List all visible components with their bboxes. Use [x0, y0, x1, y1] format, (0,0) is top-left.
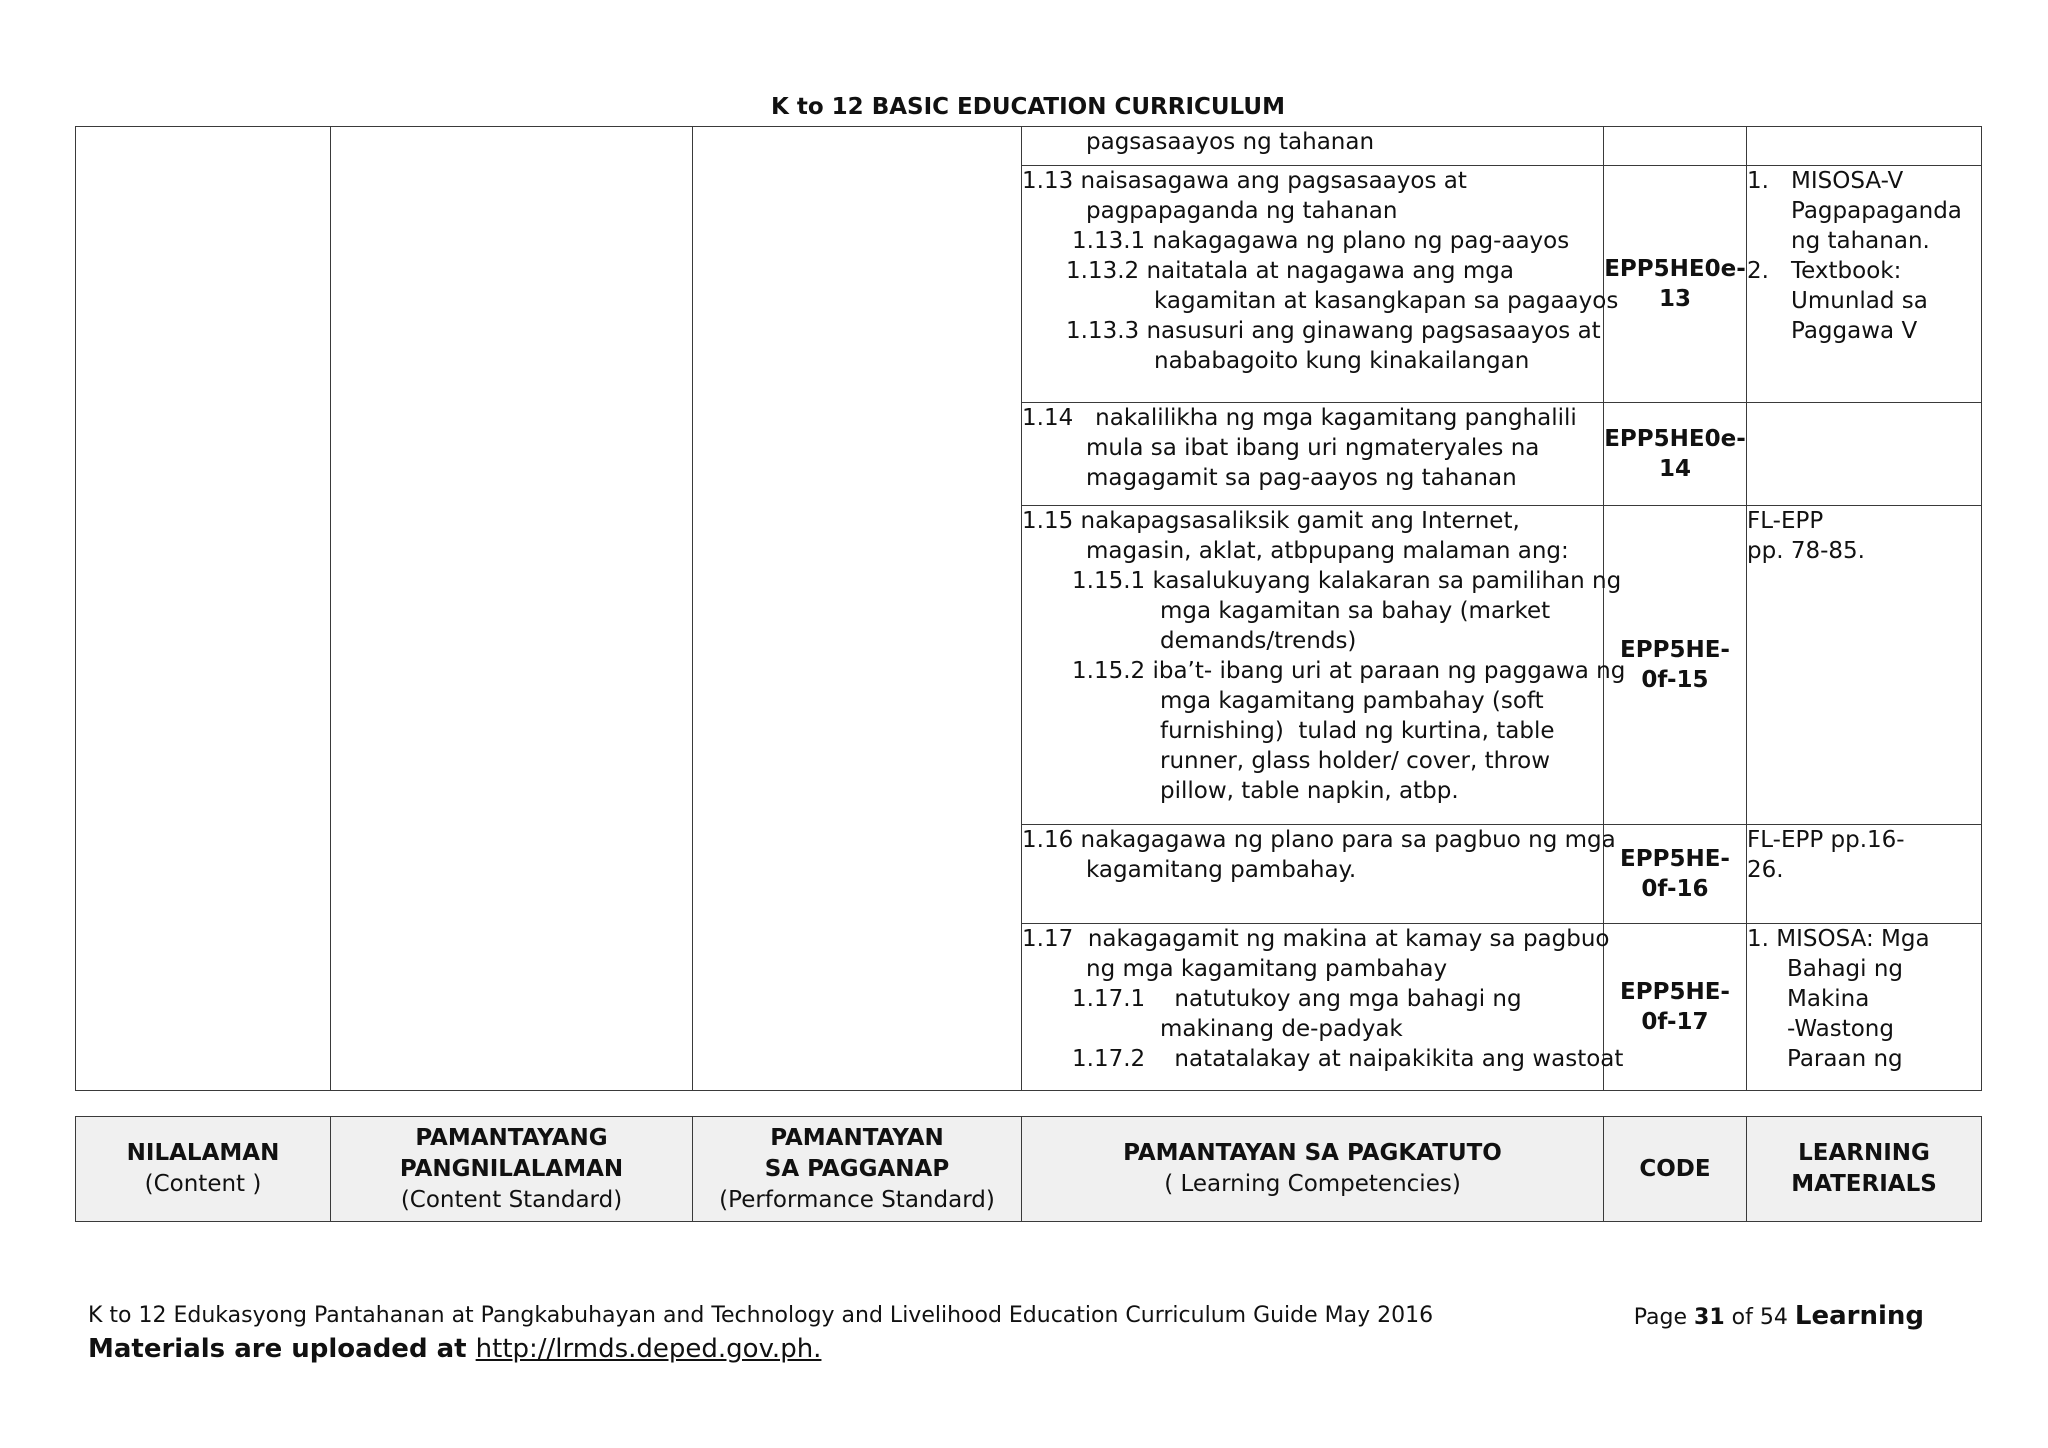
- material-line: Paraan ng: [1787, 1046, 1903, 1072]
- material-line: Paggawa V: [1791, 318, 1918, 344]
- content-cell: [76, 127, 331, 1091]
- competency-line: pagsasaayos ng tahanan: [1086, 129, 1375, 155]
- competency-line: 1.15.1 kasalukuyang kalakaran sa pamilihan ng: [1072, 568, 1622, 594]
- page-prefix: Page: [1633, 1305, 1688, 1330]
- competency-line: pagpapaganda ng tahanan: [1086, 198, 1398, 224]
- material-line: Umunlad sa: [1791, 288, 1928, 314]
- code-cell: EPP5HE-0f-15: [1604, 506, 1747, 825]
- competency-cell: [1022, 127, 1604, 166]
- competency-line: mga kagamitang pambahay (soft: [1160, 688, 1544, 714]
- competency-cell: [1022, 403, 1604, 506]
- competency-line: 1.13.1 nakagagawa ng plano ng pag-aayos: [1072, 228, 1570, 254]
- upload-text: Materials are uploaded at: [88, 1334, 467, 1364]
- competency-line: 1.16 nakagagawa ng plano para sa pagbuo ng mga: [1022, 827, 1616, 853]
- footer-guide-text: K to 12 Edukasyong Pantahanan at Pangkabuhayan and Technology and Livelihood Education Curriculum Guide May 2016: [88, 1303, 1434, 1328]
- competency-line: 1.13 naisasagawa ang pagsasaayos at: [1022, 168, 1467, 194]
- material-line: FL-EPP pp.16-: [1747, 827, 1905, 853]
- competency-line: 1.15 nakapagsasaliksik gamit ang Internet,: [1022, 508, 1520, 534]
- competency-line: 1.13.3 nasusuri ang ginawang pagsasaayos at: [1066, 318, 1601, 344]
- material-number: 1.: [1747, 168, 1769, 194]
- materials-cell: [1747, 506, 1982, 825]
- page-total: of 54: [1731, 1305, 1788, 1330]
- competency-line: demands/trends): [1160, 628, 1357, 654]
- header-label: PAMANTAYAN SA PAGKATUTO: [1123, 1140, 1502, 1166]
- competency-line: magagamit sa pag-aayos ng tahanan: [1086, 465, 1517, 491]
- competency-cell: [1022, 825, 1616, 924]
- materials-cell: [1747, 127, 1982, 166]
- material-line: ng tahanan.: [1791, 228, 1930, 254]
- header-label: LEARNING: [1798, 1140, 1930, 1166]
- material-line: 26.: [1747, 857, 1784, 883]
- material-line: 1. MISOSA: Mga: [1747, 926, 1930, 952]
- curriculum-table: [75, 126, 1982, 1091]
- header-sublabel: (Content ): [144, 1171, 262, 1197]
- material-line: MISOSA-V: [1791, 168, 1904, 194]
- material-line: Textbook:: [1791, 258, 1902, 284]
- materials-cell: [1747, 924, 1982, 1091]
- header-sublabel: (Performance Standard): [719, 1186, 995, 1213]
- code-cell: EPP5HE-0f-17: [1604, 924, 1747, 1091]
- competency-cell: [1022, 166, 1619, 403]
- header-row: [76, 1117, 1982, 1222]
- competency-line: mula sa ibat ibang uri ngmateryales na: [1086, 435, 1540, 461]
- footer-learning-word: Learning: [1794, 1301, 1924, 1331]
- competency-line: runner, glass holder/ cover, throw: [1160, 748, 1551, 774]
- header-label: PAMANTAYANG: [415, 1124, 608, 1151]
- materials-cell: [1747, 166, 1982, 403]
- material-line: Pagpapaganda: [1791, 198, 1962, 224]
- header-content: [76, 1117, 331, 1222]
- page-number: 31: [1694, 1305, 1725, 1330]
- code-cell: [1604, 127, 1747, 166]
- material-line: pp. 78-85.: [1747, 538, 1865, 564]
- header-label: NILALAMAN: [126, 1140, 280, 1166]
- competency-line: ng mga kagamitang pambahay: [1086, 956, 1448, 982]
- header-label: PAMANTAYAN: [770, 1124, 944, 1151]
- code-cell: EPP5HE0e-13: [1604, 166, 1747, 403]
- competency-cell: [1022, 506, 1626, 825]
- lrmds-link[interactable]: http://lrmds.deped.gov.ph.: [475, 1334, 822, 1364]
- competency-line: 1.15.2 iba’t- ibang uri at paraan ng paggawa ng: [1072, 658, 1626, 684]
- header-performance-standard: [693, 1117, 1022, 1222]
- competency-line: magasin, aklat, atbpupang malaman ang:: [1086, 538, 1569, 564]
- header-learning-materials: [1747, 1117, 1982, 1222]
- code-cell: EPP5HE0e-14: [1604, 403, 1747, 506]
- competency-line: pillow, table napkin, atbp.: [1160, 778, 1459, 804]
- material-line: Makina: [1787, 986, 1870, 1012]
- competency-line: furnishing) tulad ng kurtina, table: [1160, 718, 1555, 744]
- header-label: MATERIALS: [1791, 1171, 1937, 1197]
- header-code: [1604, 1117, 1747, 1222]
- competency-cell: [1022, 924, 1624, 1091]
- code-cell: EPP5HE-0f-16: [1604, 825, 1747, 924]
- header-label: CODE: [1639, 1155, 1711, 1182]
- materials-cell: [1747, 403, 1982, 506]
- header-label: PANGNILALAMAN: [399, 1155, 624, 1182]
- header-sublabel: (Content Standard): [400, 1186, 623, 1213]
- material-line: FL-EPP: [1747, 508, 1824, 534]
- table-row: [76, 127, 1982, 166]
- footer-page-info: [1634, 1301, 1924, 1331]
- header-learning-competencies: [1022, 1117, 1604, 1222]
- performance-standard-cell: [693, 127, 1022, 1091]
- header-sublabel: ( Learning Competencies): [1164, 1171, 1461, 1197]
- material-line: -Wastong: [1787, 1016, 1894, 1042]
- material-number: 2.: [1747, 258, 1769, 284]
- content-standard-cell: [331, 127, 693, 1091]
- competency-line: 1.13.2 naitatala at nagagawa ang mga: [1066, 258, 1514, 284]
- competency-line: kagamitang pambahay.: [1086, 857, 1357, 883]
- competency-line: 1.17.1 natutukoy ang mga bahagi ng: [1072, 986, 1522, 1012]
- competency-line: 1.17 nakagagamit ng makina at kamay sa pagbuo: [1022, 926, 1610, 952]
- material-item: [1747, 166, 1981, 256]
- competency-line: 1.14 nakalilikha ng mga kagamitang panghalili: [1022, 405, 1577, 431]
- document-title: K to 12 BASIC EDUCATION CURRICULUM: [771, 94, 1285, 120]
- competency-line: kagamitan at kasangkapan sa pagaayos: [1154, 288, 1619, 314]
- material-item: [1747, 256, 1981, 346]
- competency-line: 1.17.2 natatalakay at naipakikita ang wastoat: [1072, 1046, 1624, 1072]
- footer-upload-note: [88, 1334, 821, 1364]
- material-line: Bahagi ng: [1787, 956, 1904, 982]
- column-header-table: [75, 1116, 1982, 1222]
- materials-cell: [1747, 825, 1982, 924]
- header-label: SA PAGGANAP: [764, 1155, 950, 1182]
- header-content-standard: [331, 1117, 693, 1222]
- competency-line: mga kagamitan sa bahay (market: [1160, 598, 1551, 624]
- competency-line: nababagoito kung kinakailangan: [1154, 348, 1530, 374]
- competency-line: makinang de-padyak: [1160, 1016, 1403, 1042]
